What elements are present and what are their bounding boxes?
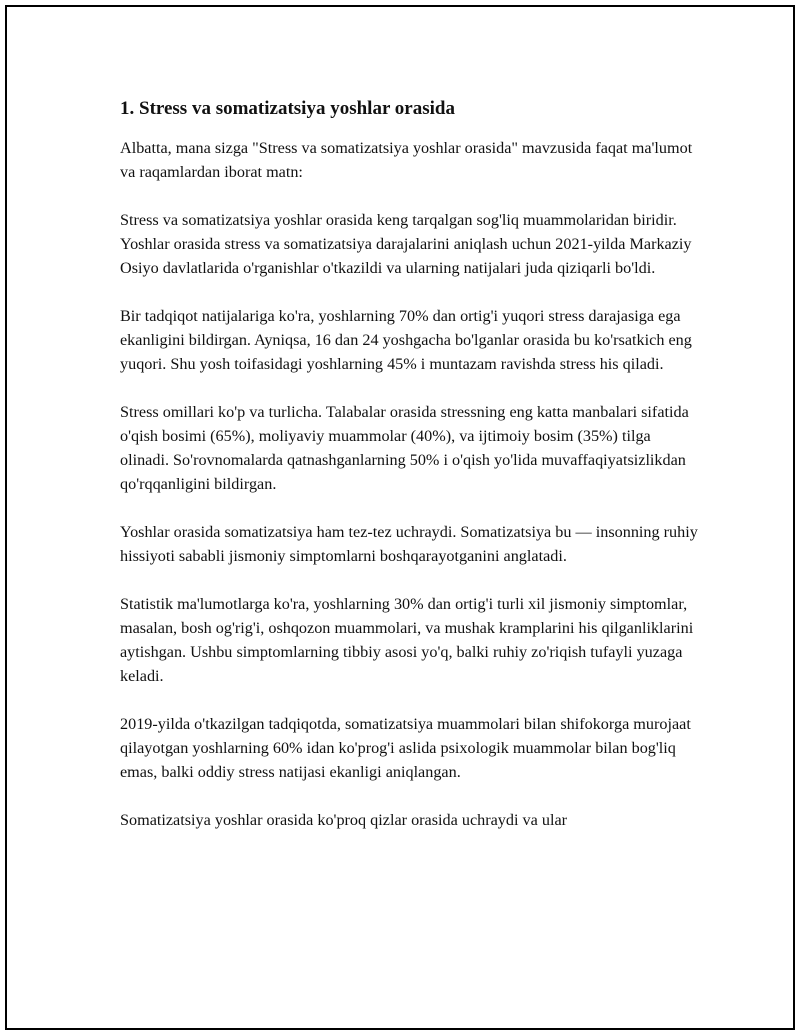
paragraph-overview: Stress va somatizatsiya yoshlar orasida keng tarqalgan sog'liq muammolaridan biridir. Yoshlar orasida stress va somatizatsiya darajalarini aniqlash uchun 2021-yilda Markaziy Osiyo davlatlarida o'rganishlar o'tkazildi va ularning natijalari juda qiziqarli bo'ldi.: [120, 211, 692, 277]
paragraph-intro: Albatta, mana sizga "Stress va somatizatsiya yoshlar orasida" mavzusida faqat ma'lumot va raqamlardan iborat matn:: [120, 139, 693, 181]
paragraph-gender: Somatizatsiya yoshlar orasida ko'proq qizlar orasida uchraydi va ular: [120, 811, 568, 829]
paragraph-stress-factors: Stress omillari ko'p va turlicha. Talabalar orasida stressning eng katta manbalari sifatida o'qish bosimi (65%), moliyaviy muammolar (40%), va ijtimoiy bosim (35%) tilga olinadi. So'rovnomalarda qatnashganlarning 50% i o'qish yo'lida muvaffaqiyatsizlikdan qo'rqqanligini bildirgan.: [120, 403, 689, 493]
paragraph-stress-levels: Bir tadqiqot natijalariga ko'ra, yoshlarning 70% dan ortig'i yuqori stress darajasiga ega ekanligini bildirgan. Ayniqsa, 16 dan 24 yoshgacha bo'lganlar orasida bu ko'rsatkich eng yuqori. Shu yosh toifasidagi yoshlarning 45% i muntazam ravishda stress his qiladi.: [120, 307, 692, 373]
paragraph-2019-study: 2019-yilda o'tkazilgan tadqiqotda, somatizatsiya muammolari bilan shifokorga murojaat qilayotgan yoshlarning 60% idan ko'prog'i aslida psixologik muammolar bilan bog'liq emas, balki oddiy stress natijasi ekanligi aniqlangan.: [120, 715, 691, 781]
paragraph-somatization-definition: Yoshlar orasida somatizatsiya ham tez-tez uchraydi. Somatizatsiya bu — insonning ruhiy hissiyoti sababli jismoniy simptomlarni boshqarayotganini anglatadi.: [120, 523, 698, 565]
section-heading: 1. Stress va somatizatsiya yoshlar orasida: [120, 98, 455, 119]
document-page: [5, 5, 795, 1030]
paragraph-symptoms: Statistik ma'lumotlarga ko'ra, yoshlarning 30% dan ortig'i turli xil jismoniy simptomlar, masalan, bosh og'rig'i, oshqozon muammolari, va mushak kramplarini his qilganliklarini aytishgan. Ushbu simptomlarning tibbiy asosi yo'q, balki ruhiy zo'riqish tufayli yuzaga keladi.: [120, 595, 694, 685]
document-body: [120, 97, 700, 856]
